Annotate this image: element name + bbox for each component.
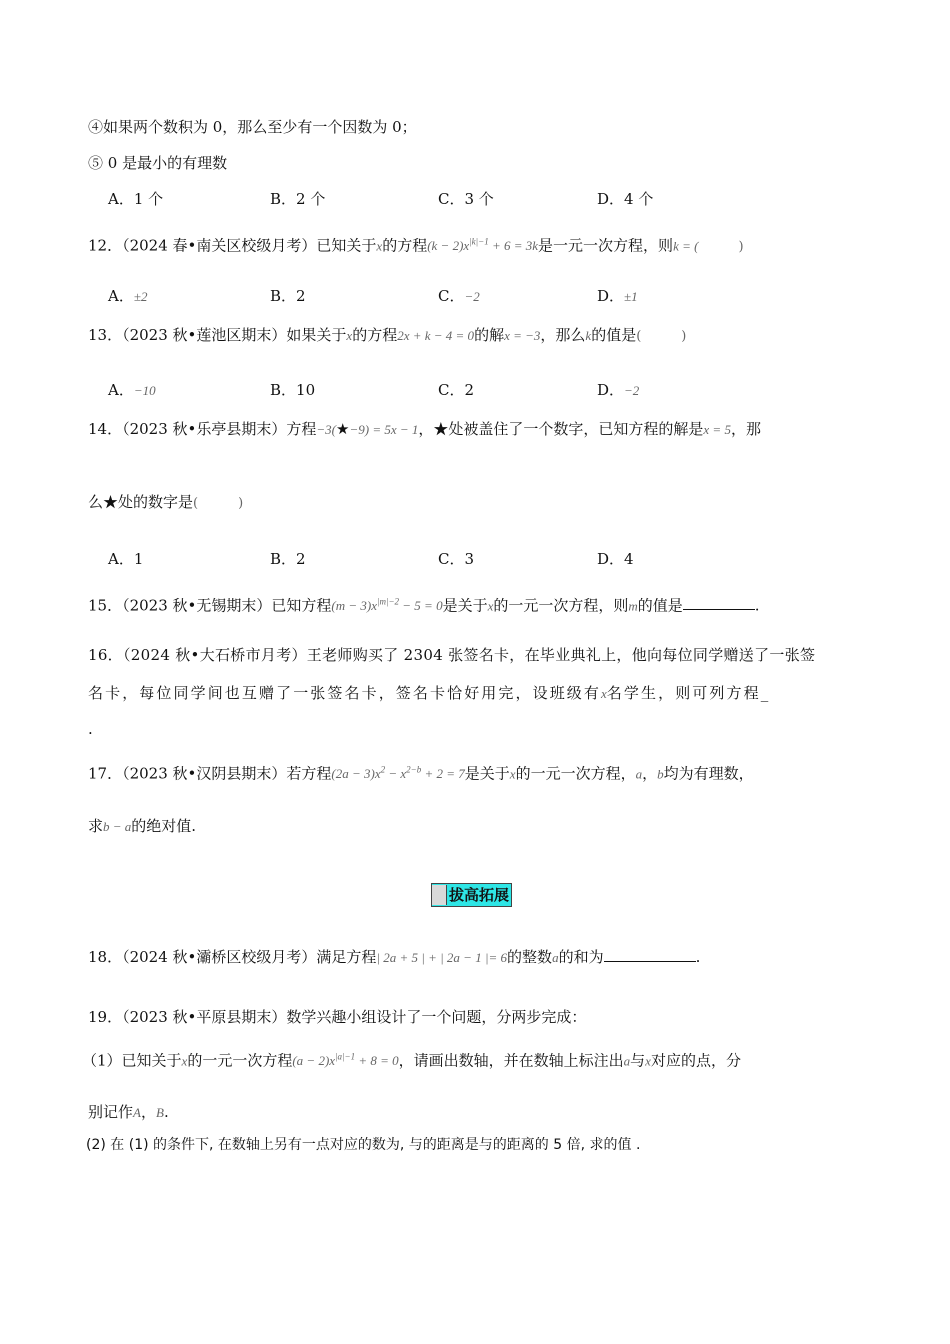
q17-eq-exponent: 2 [380, 765, 386, 775]
q14-text: 么★处的数字是 [88, 493, 194, 511]
q14-text: ，★处被盖住了一个数字，已知方程的解是 [418, 420, 704, 438]
q14-eq-part: −3( [316, 422, 337, 437]
q13-open-paren: ( [636, 329, 642, 344]
q12-text: 已知关于 [316, 236, 377, 255]
q17-source: （2023 秋•汉阴县期末） [122, 764, 287, 783]
q17-eq-exponent: 2−b [406, 765, 422, 775]
q15-text: 已知方程 [271, 596, 332, 615]
q12-option-value: ±2 [133, 289, 148, 304]
q14-text: 方程 [286, 420, 317, 438]
q13-option-label: B．10 [270, 381, 316, 399]
q12-option-d [597, 286, 638, 307]
q12-option-label: A． [108, 287, 134, 305]
q13-option-value: −10 [133, 383, 156, 398]
q19-var-x: x [645, 1053, 651, 1069]
question-14-cont [88, 492, 243, 514]
q15-var-m: m [628, 598, 638, 614]
q12-option-b [270, 286, 306, 306]
question-17-cont [88, 816, 196, 837]
q12-eq-base: (k − 2)x [427, 238, 470, 254]
q17-var-x: x [509, 766, 516, 782]
q17-eq-part: + 2 = 7 [421, 766, 465, 782]
question-14 [88, 419, 761, 440]
q12-close-paren: ) [738, 239, 744, 255]
q18-end: . [695, 948, 701, 966]
q19-var-x: x [181, 1053, 188, 1069]
q12-option-label: C． [438, 287, 465, 305]
q12-option-label: D． [597, 287, 625, 305]
q17-expression: b − a [103, 819, 132, 834]
q14-solution: x = 5 [703, 422, 731, 437]
q13-option-value: −2 [624, 383, 640, 398]
q18-text: 的和为 [558, 948, 604, 966]
q13-option-b [270, 380, 315, 400]
q16-source: （2024 秋•大石桥市月考） [123, 646, 307, 664]
q13-option-label: D． [597, 381, 625, 399]
q16-var-x: x [601, 686, 607, 701]
q13-text: ，那么 [540, 326, 586, 344]
q19-text: 对应的点，分 [650, 1051, 741, 1070]
question-16-line3: . [88, 720, 93, 738]
question-18 [88, 947, 700, 968]
q17-text: ， [642, 764, 658, 783]
q15-text: 的一元一次方程，则 [493, 596, 629, 615]
q14-number: 14． [88, 420, 123, 438]
q15-source: （2023 秋•无锡期末） [122, 596, 272, 615]
q14-option-c: C．3 [438, 550, 475, 568]
question-13 [88, 325, 686, 347]
q19-equation [292, 1053, 398, 1068]
question-17 [88, 760, 754, 784]
q12-k-paren: k = ( [673, 238, 699, 254]
q15-eq-tail: − 5 = 0 [399, 598, 443, 614]
q19-text: 数学兴趣小组设计了一个问题，分两步完成： [286, 1008, 587, 1026]
q18-source: （2024 秋•灞桥区校级月考） [122, 948, 317, 966]
q14-open-paren: ( [193, 496, 199, 511]
q12-eq-tail: + 6 = 3k [488, 238, 539, 254]
q13-text: 如果关于 [286, 326, 347, 344]
q11-option-a: A．1 个 [108, 190, 164, 208]
q18-equation: | 2a + 5 | + | 2a − 1 |= 6 [376, 950, 508, 965]
q13-text: 的解 [474, 326, 505, 344]
q12-var-x: x [376, 238, 383, 254]
q16-text: 王老师购买了 2304 张签名卡，在毕业典礼上，他向每位同学赠送了一张签 [306, 646, 816, 664]
q19-text: ， [140, 1103, 156, 1121]
q13-source: （2023 秋•莲池区期末） [122, 326, 287, 344]
q14-eq-part: −9) = 5x − 1 [349, 422, 419, 437]
q19-eq-exponent: |a|−1 [335, 1052, 356, 1062]
q15-text: 的值是 [637, 596, 683, 615]
q13-option-a [108, 380, 156, 401]
q17-equation [331, 766, 464, 781]
q17-var-b: b [657, 766, 664, 782]
q13-text: 的方程 [352, 326, 398, 344]
q13-option-c [438, 380, 474, 400]
q13-option-d [597, 380, 639, 401]
q15-number: 15． [88, 596, 123, 615]
q15-text: 是关于 [442, 596, 488, 615]
question-19 [88, 1007, 586, 1027]
q11-option-b: B．2 个 [270, 190, 326, 208]
q12-text: 是一元一次方程，则 [538, 236, 674, 255]
q15-answer-blank[interactable] [683, 595, 755, 610]
q14-option-d: D．4 [597, 550, 634, 568]
q12-text: 的方程 [382, 236, 428, 255]
q19-text: 别记作 [88, 1103, 134, 1121]
q12-number: 12． [88, 236, 123, 255]
section-heading [431, 883, 512, 907]
q18-number: 18． [88, 948, 123, 966]
q14-option-a: A．1 [108, 550, 144, 568]
q17-var-a: a [635, 766, 643, 782]
q17-text: 的绝对值. [131, 817, 197, 835]
q17-text: 均为有理数， [663, 764, 754, 783]
q19-var-B: B [155, 1105, 164, 1120]
q13-solution: x = −3 [504, 328, 541, 343]
q15-eq-exponent: |m|−2 [377, 597, 400, 607]
q15-equation [331, 598, 442, 613]
q16-text: 名卡，每位同学间也互赠了一张签名卡，签名卡恰好用完，设班级有 [88, 684, 602, 702]
q17-number: 17． [88, 764, 123, 783]
q12-option-value: ±1 [624, 289, 638, 304]
q12-eq-exponent: |k|−1 [469, 237, 489, 247]
q13-close-paren: ) [681, 329, 687, 344]
star-icon: ★ [336, 420, 350, 438]
q17-eq-part: (2a − 3)x [331, 766, 381, 782]
q13-equation: 2x + k − 4 = 0 [397, 328, 475, 343]
statement-4: ④如果两个数积为 0，那么至少有一个因数为 0； [88, 118, 417, 136]
q19-var-a: a [623, 1053, 631, 1069]
q19-eq-base: (a − 2)x [292, 1053, 336, 1069]
q14-option-b: B．2 [270, 550, 306, 568]
section-title: 拔高拓展 [449, 886, 510, 904]
q14-text: ，那 [730, 420, 761, 438]
q12-option-value: −2 [464, 289, 480, 304]
q17-eq-part: − x [385, 766, 407, 782]
q14-source: （2023 秋•乐亭县期末） [122, 420, 287, 438]
section-marker [432, 885, 447, 905]
q19-text: ，请画出数轴，并在数轴上标注出 [398, 1051, 624, 1070]
q18-var-a: a [552, 950, 559, 965]
q19-text: 与 [630, 1051, 646, 1070]
q16-answer-blank[interactable]: _ [760, 684, 771, 702]
q13-number: 13． [88, 326, 123, 344]
q17-text: 求 [88, 817, 104, 835]
q16-text: 名学生，则可列方程 [606, 684, 761, 702]
q17-text: 是关于 [464, 764, 510, 783]
q18-text: 的整数 [507, 948, 553, 966]
q17-text: 的一元一次方程， [515, 764, 636, 783]
question-16 [88, 645, 815, 665]
q15-var-x: x [487, 598, 494, 614]
q11-option-d: D．4 个 [597, 190, 654, 208]
question-16-line2 [88, 683, 770, 704]
question-12 [88, 232, 744, 257]
question-15 [88, 592, 760, 616]
q15-eq-base: (m − 3)x [331, 598, 377, 614]
q19-source: （2023 秋•平原县期末） [122, 1008, 287, 1026]
q12-source: （2024 春•南关区校级月考） [122, 236, 317, 255]
q13-option-label: C．2 [438, 381, 475, 399]
q18-text: 满足方程 [316, 948, 377, 966]
q14-close-paren: ) [238, 496, 244, 511]
statement-5: ⑤ 0 是最小的有理数 [88, 154, 228, 172]
q19-text: （1）已知关于 [82, 1051, 182, 1070]
question-19-part2: (2) 在 (1) 的条件下, 在数轴上另有一点对应的数为, 与的距离是与的距离的 5 倍, 求的值 . [86, 1137, 641, 1153]
q16-number: 16． [88, 646, 123, 664]
q12-option-c [438, 286, 480, 307]
q13-option-label: A． [108, 381, 134, 399]
q18-answer-blank[interactable] [604, 947, 696, 962]
q13-text: 的值是 [591, 326, 637, 344]
q19-text: 的一元一次方程 [187, 1051, 293, 1070]
q12-option-a [108, 286, 147, 307]
question-19-part1 [82, 1047, 741, 1071]
q12-equation [427, 238, 538, 253]
q13-var-k: k [585, 328, 592, 343]
q11-option-c: C．3 个 [438, 190, 494, 208]
q19-number: 19． [88, 1008, 123, 1026]
q19-text: . [163, 1103, 169, 1121]
q17-text: 若方程 [286, 764, 332, 783]
q19-var-A: A [133, 1105, 141, 1120]
q12-option-label: B．2 [270, 287, 306, 305]
q19-eq-tail: + 8 = 0 [355, 1053, 399, 1069]
q15-end: . [754, 596, 760, 615]
question-19-part1-cont [88, 1102, 169, 1123]
q13-var-x: x [346, 328, 353, 343]
